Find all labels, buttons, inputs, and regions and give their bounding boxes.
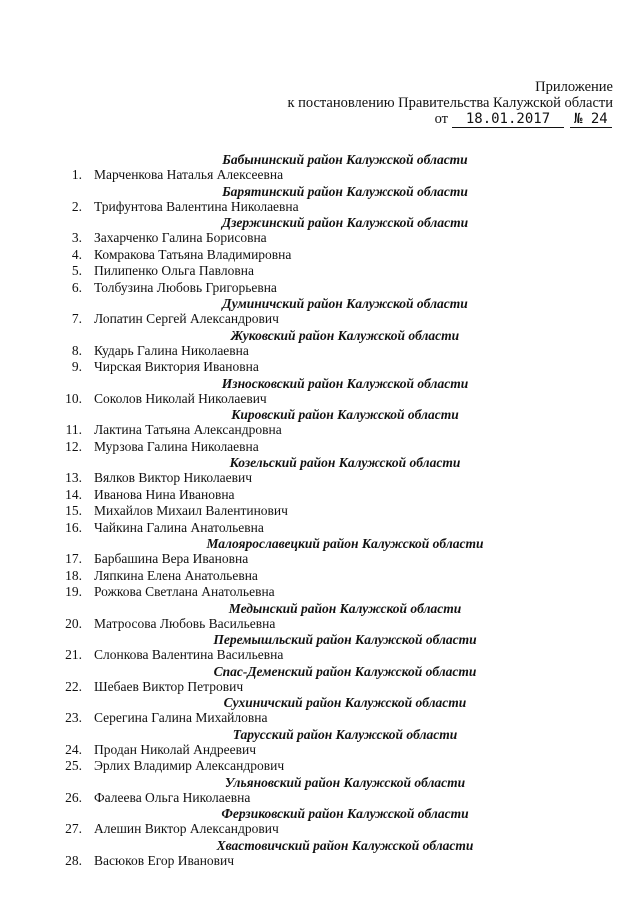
person-name: Комракова Татьяна Владимировна (94, 246, 292, 262)
item-number: 27. (65, 821, 82, 836)
item-number: 3. (71, 230, 82, 245)
item-number: 7. (71, 311, 82, 326)
list-item (0, 503, 640, 520)
list-item (0, 391, 640, 408)
list-item (0, 422, 640, 439)
list-item (0, 679, 640, 696)
item-number: 12. (65, 438, 82, 454)
district-heading: Малоярославецкий район Калужской области (206, 536, 484, 551)
person-name: Иванова Нина Ивановна (94, 486, 235, 502)
list-item (0, 551, 640, 568)
district-heading: Медынский район Калужской области (228, 600, 462, 616)
district-heading: Хвастовичский район Калужской области (216, 837, 474, 853)
person-name: Пилипенко Ольга Павловна (94, 263, 254, 278)
person-name: Марченкова Наталья Алексеевна (94, 167, 284, 182)
list-item (0, 821, 640, 838)
decree-number: 24 (590, 111, 608, 127)
item-number: 2. (71, 198, 82, 214)
person-name: Чирская Виктория Ивановна (94, 359, 259, 374)
item-number: 10. (65, 390, 82, 406)
person-name: Михайлов Михаил Валентинович (94, 503, 288, 518)
list-item (0, 710, 640, 727)
district-heading: Бабынинский район Калужской области (222, 152, 468, 167)
district-heading: Износковский район Калужской области (221, 375, 469, 391)
item-number: 23. (65, 710, 82, 725)
person-name: Соколов Николай Николаевич (94, 390, 267, 406)
item-number: 26. (65, 789, 82, 805)
person-name: Шебаев Виктор Петрович (94, 678, 244, 694)
item-number: 6. (71, 279, 82, 295)
list-item (0, 359, 640, 376)
district-heading: Сухиничский район Калужской области (223, 695, 467, 710)
item-number: 19. (65, 584, 82, 599)
item-number: 11. (65, 422, 82, 437)
item-number: 9. (71, 359, 82, 374)
person-name: Ляпкина Елена Анатольевна (94, 567, 258, 583)
list-item (0, 167, 640, 184)
person-name: Кударь Галина Николаевна (94, 342, 249, 358)
district-heading: Кировский район Калужской области (231, 407, 459, 422)
item-number: 28. (65, 852, 82, 868)
person-name: Толбузина Любовь Григорьевна (94, 279, 277, 295)
item-number: 21. (65, 647, 82, 662)
person-name: Вялков Виктор Николаевич (94, 470, 253, 485)
item-number: 20. (65, 615, 82, 631)
person-name: Трифунтова Валентина Николаевна (94, 198, 299, 214)
person-name: Чайкина Галина Анатольевна (94, 519, 264, 535)
item-number: 13. (65, 470, 82, 485)
appendix-subtitle: к постановлению Правительства Калужской области (287, 95, 613, 111)
person-name: Фалеева Ольга Николаевна (94, 789, 251, 805)
list-item (0, 568, 640, 585)
list-item (0, 247, 640, 264)
district-heading: Ульяновский район Калужской области (224, 774, 466, 790)
person-name: Лактина Татьяна Александровна (94, 422, 282, 437)
person-name: Мурзова Галина Николаевна (94, 438, 259, 454)
district-heading: Козельский район Калужской области (229, 455, 461, 470)
district-heading: Перемышльский район Калужской области (213, 632, 477, 647)
list-item (0, 487, 640, 504)
list-item (0, 647, 640, 664)
district-heading: Спас-Деменский район Калужской области (213, 663, 477, 679)
number-prefix: № (574, 111, 583, 127)
list-item (0, 470, 640, 487)
list-item (0, 311, 640, 328)
item-number: 14. (65, 486, 82, 502)
district-heading: Барятинский район Калужской области (222, 183, 468, 199)
date-prefix: от (434, 111, 448, 127)
item-number: 16. (65, 519, 82, 535)
person-name: Захарченко Галина Борисовна (94, 230, 267, 245)
person-name: Слонкова Валентина Васильевна (94, 647, 284, 662)
district-heading: Тарусский район Калужской области (232, 726, 458, 742)
person-name: Васюков Егор Иванович (94, 852, 235, 868)
person-name: Алешин Виктор Александрович (94, 821, 279, 836)
person-name: Матросова Любовь Васильевна (94, 615, 276, 631)
item-number: 15. (65, 503, 82, 518)
list-item (0, 263, 640, 280)
list-item (0, 616, 640, 633)
list-item (0, 790, 640, 807)
list-item (0, 280, 640, 297)
item-number: 18. (65, 567, 82, 583)
person-name: Серегина Галина Михайловна (94, 710, 268, 725)
person-name: Барбашина Вера Ивановна (94, 551, 249, 566)
item-number: 1. (71, 167, 82, 182)
list-item (0, 343, 640, 360)
district-list (0, 152, 640, 869)
list-item (0, 742, 640, 759)
list-item (0, 520, 640, 537)
district-heading: Думиничский район Калужской области (222, 296, 468, 311)
list-item (0, 199, 640, 216)
list-item (0, 230, 640, 247)
person-name: Эрлих Владимир Александрович (94, 758, 285, 773)
item-number: 24. (65, 741, 82, 757)
decree-date-line (435, 110, 612, 128)
appendix-title: Приложение (535, 79, 613, 95)
list-item (0, 758, 640, 775)
list-item (0, 853, 640, 870)
decree-date: 18.01.2017 (452, 112, 564, 128)
person-name: Продан Николай Андреевич (94, 741, 257, 757)
list-item (0, 584, 640, 601)
person-name: Лопатин Сергей Александрович (94, 311, 279, 326)
district-heading: Дзержинский район Калужской области (221, 215, 469, 230)
item-number: 4. (71, 246, 82, 262)
item-number: 8. (71, 342, 82, 358)
district-heading: Ферзиковский район Калужской области (221, 806, 469, 821)
item-number: 22. (65, 678, 82, 694)
person-name: Рожкова Светлана Анатольевна (94, 584, 275, 599)
district-heading: Жуковский район Калужской области (230, 327, 460, 343)
list-item (0, 439, 640, 456)
decree-number-field (570, 112, 612, 128)
item-number: 25. (65, 758, 82, 773)
item-number: 5. (71, 263, 82, 278)
item-number: 17. (65, 551, 82, 566)
